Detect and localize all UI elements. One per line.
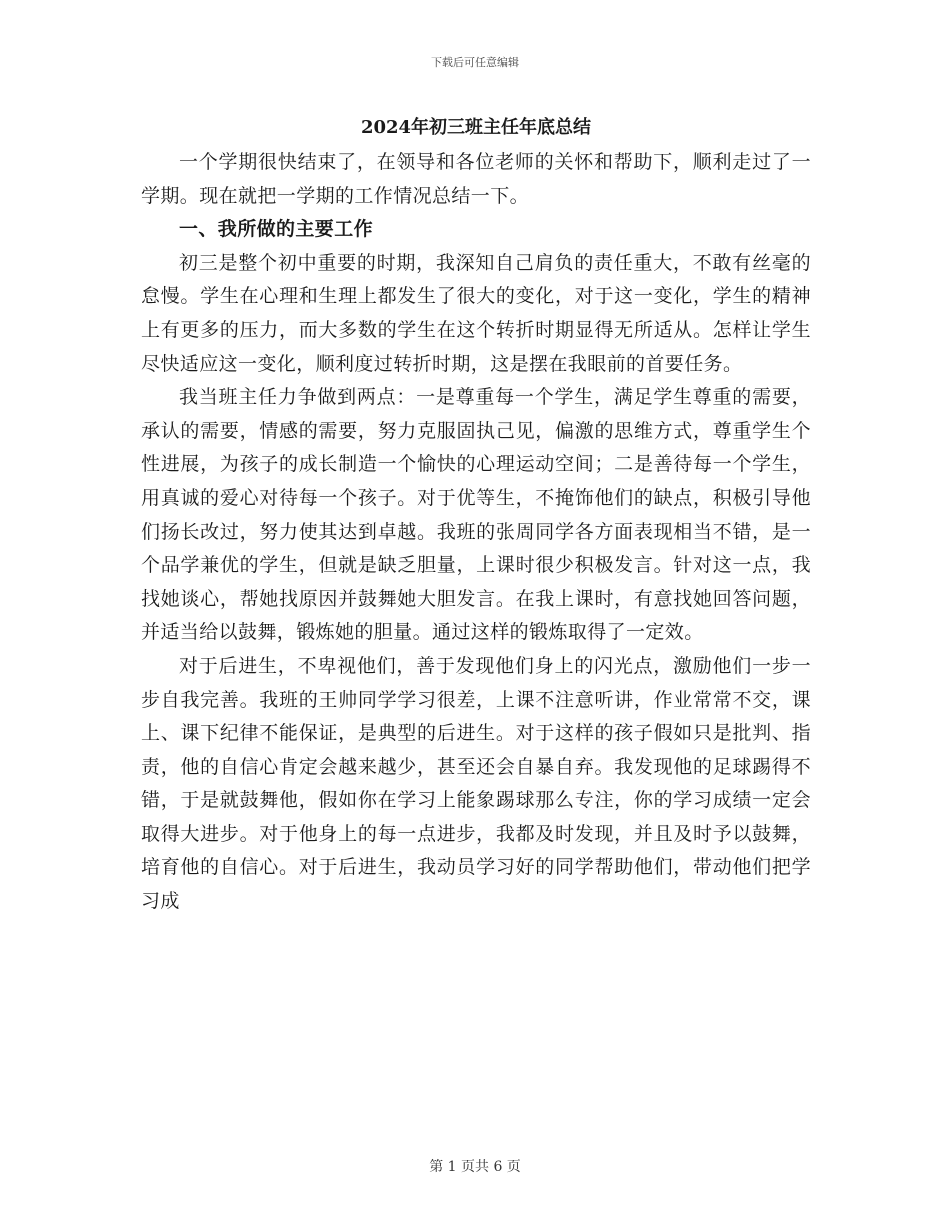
body-paragraph: 对于后进生，不卑视他们，善于发现他们身上的闪光点，激励他们一步一步自我完善。我班的王帅同学学习很差，上课不注意听讲，作业常常不交，课上、课下纪律不能保证，是典型的后进生。对于这样的孩子假如只是批判、指责，他的自信心肯定会越来越少，甚至还会自暴自弃。我发现他的足球踢得不错，于是就鼓舞他，假如你在学习上能象踢球那么专注，你的学习成绩一定会取得大进步。对于他身上的每一点进步，我都及时发现，并且及时予以鼓舞，培育他的自信心。对于后进生，我动员学习好的同学帮助他们，带动他们把学习成	[141, 654, 811, 913]
section-heading: 一、我所做的主要工作	[179, 218, 374, 241]
document-title: 2024年初三班主任年底总结	[360, 117, 592, 138]
body-paragraph: 我当班主任力争做到两点：一是尊重每一个学生，满足学生尊重的需要，承认的需要，情感的需要，努力克服固执己见，偏激的思维方式，尊重学生个性进展，为孩子的成长制造一个愉快的心理运动空间；二是善待每一个学生，用真诚的爱心对待每一个孩子。对于优等生，不掩饰他们的缺点，积极引导他们扬长改过，努力使其达到卓越。我班的张周同学各方面表现相当不错，是一个品学兼优的学生，但就是缺乏胆量，上课时很少积极发言。针对这一点，我找她谈心，帮她找原因并鼓舞她大胆发言。在我上课时，有意找她回答问题，并适当给以鼓舞，锻炼她的胆量。通过这样的锻炼取得了一定效。	[141, 386, 811, 644]
header-note: 下载后可任意编辑	[431, 56, 519, 69]
document-body	[141, 114, 811, 919]
body-paragraph: 初三是整个初中重要的时期，我深知自己肩负的责任重大，不敢有丝毫的怠慢。学生在心理和生理上都发生了很大的变化，对于这一变化，学生的精神上有更多的压力，而大多数的学生在这个转折时期显得无所适从。怎样让学生尽快适应这一变化，顺利度过转折时期，这是摆在我眼前的首要任务。	[141, 251, 811, 375]
page-footer: 第 1 页共 6 页	[429, 1159, 521, 1175]
intro-paragraph: 一个学期很快结束了，在领导和各位老师的关怀和帮助下，顺利走过了一学期。现在就把一学期的工作情况总结一下。	[141, 151, 811, 207]
